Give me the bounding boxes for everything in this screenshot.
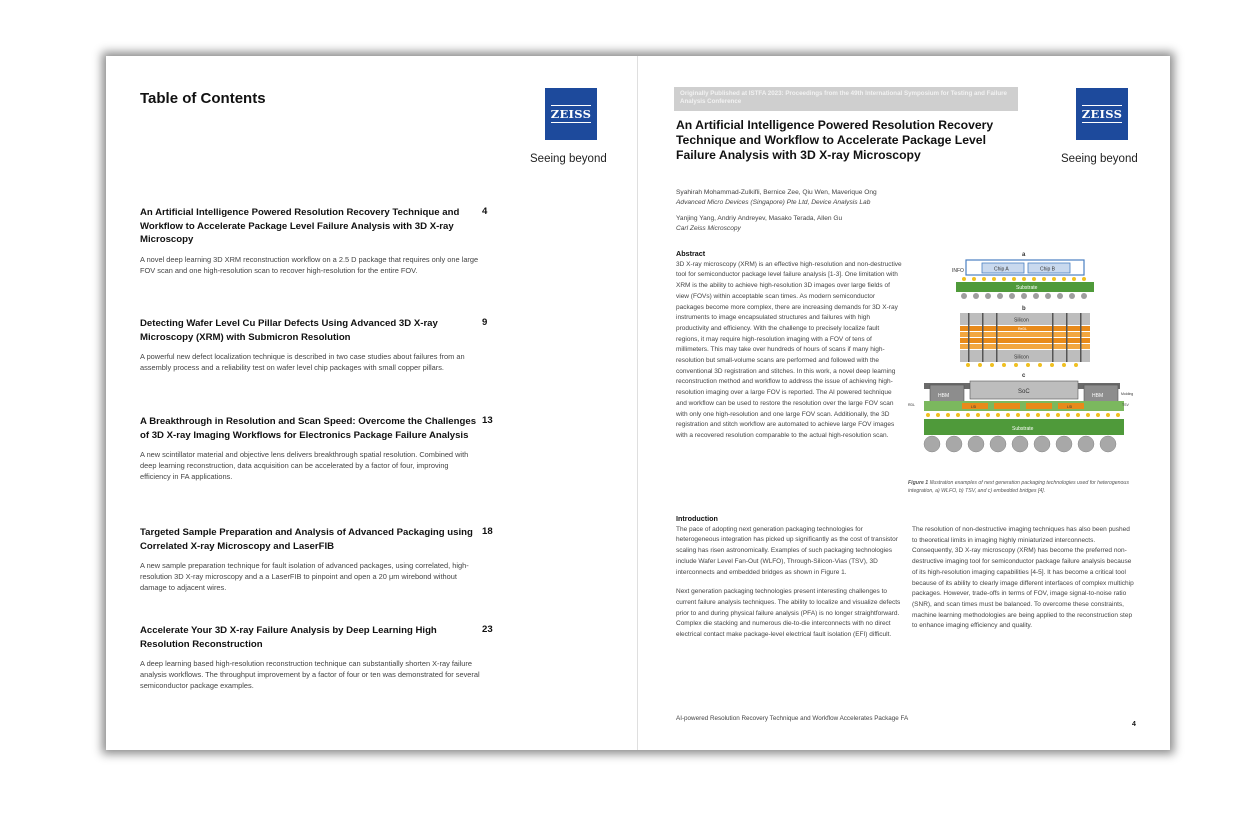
toc-entry[interactable] (140, 206, 488, 276)
zeiss-logo (1076, 88, 1128, 140)
introduction-paragraph: Next generation packaging technologies present interesting challenges to current failure analysis techniques. The ability to localize and visualize defects prior to and during physical failure analysis (PFA) is no longer straightforward. Complex die stacking and numerous die-to-die interconnects with no direct electrical contact make package-level electrical fault isolation (EFI) difficult. (676, 588, 901, 639)
balls-a (961, 293, 1087, 299)
label-info: INFO (952, 268, 964, 274)
introduction-heading: Introduction (676, 514, 718, 523)
balls-c (924, 436, 1116, 452)
logo-text: ZEISS (550, 107, 592, 121)
figure-caption (908, 480, 1132, 495)
right-column-text (912, 525, 1134, 641)
toc-entry-description: A new scintillator material and objective lens delivers breakthrough spatial resolution. Combined with deep learning reconstruction, data acquisition can be accelerated by a factor of four, improving efficiency in FA applications. (140, 450, 469, 482)
svg-text:HBM: HBM (938, 393, 950, 399)
svg-text:Molding: Molding (1121, 392, 1134, 396)
authors-amd (676, 188, 976, 208)
toc-entry[interactable] (140, 624, 493, 692)
toc-entry-description: A deep learning based high-resolution reconstruction technique can substantially shorten X-ray failure analysis workflows. The throughput improvement by a factor of four or ten was demonstrated for several semiconductor package examples. (140, 659, 480, 691)
label-a: a (1022, 252, 1026, 258)
brand-tagline: Seeing beyond (1061, 153, 1138, 165)
article-page (638, 56, 1170, 750)
author-affiliation: Advanced Micro Devices (Singapore) Pte Ltd, Device Analysis Lab (676, 199, 871, 206)
molding-layer (924, 401, 1124, 411)
abstract-text: 3D X-ray microscopy (XRM) is an effective high-resolution and non-destructive tool for semiconductor package level failure analysis [1-3]. One limitation with XRM is the ability to achieve high-resolution 3D images over large fields of view (FOVs) within acceptable scan times. As modern semiconductor packages become more complex, there are increasing demands for 3D X-ray instruments to image encapsulated structures and failures with high productivity and efficiency. With the challenge to precisely localize fault regions, it may require high-resolution imaging with a FOV of tens of millimeters. This may take over hundreds of hours of scans if many high-resolution but small-volume scans are performed and followed with the conventional 3D registration and stitches. In this work, a novel deep learning reconstruction method and workflow to address the issue of achieving high-resolution imaging over a large FOV is reported. The AI powered technique and workflow can be used to restore the resolution over the large FOV scan with only one high-resolution and one large FOV scan. Additionally, the 3D registration and stitch workflow are automated to achieve large FOV images with a recovered resolution comparable to the actual high-resolution scan. (676, 260, 902, 439)
svg-text:Substrate: Substrate (1012, 426, 1034, 432)
page-number: 4 (1132, 721, 1136, 728)
svg-text:TSV: TSV (1122, 403, 1129, 407)
toc-entry-page: 9 (482, 317, 488, 328)
toc-entry-page: 23 (482, 624, 493, 635)
svg-text:Chip A: Chip A (994, 266, 1009, 273)
svg-text:Silicon: Silicon (1014, 317, 1029, 324)
introduction-section (676, 514, 902, 650)
svg-text:b: b (1022, 306, 1026, 312)
svg-text:Substrate: Substrate (1016, 285, 1038, 291)
magazine-spread (106, 56, 1170, 750)
packaging-illustration (908, 249, 1132, 481)
toc-entry[interactable] (140, 317, 488, 373)
svg-text:RDL: RDL (908, 403, 916, 407)
brand-tagline: Seeing beyond (530, 153, 607, 165)
toc-entry-description: A new sample preparation technique for fault isolation of advanced packages, using correlated, high-resolution 3D X-ray microscopy and a a LaserFIB to pinpoint and open a 20 μm wirebond without damage to adjacent wires. (140, 561, 469, 593)
svg-text:LSI: LSI (1067, 405, 1073, 409)
toc-entry-page: 18 (482, 526, 493, 537)
svg-text:c: c (1022, 373, 1026, 379)
logo-text: ZEISS (1081, 107, 1123, 121)
table-of-contents-page (106, 56, 637, 750)
figure-caption-text: Illustration examples of next generation packaging technologies used for heterogenous integration, a) WLFO, b) TSV, and c) embedded bridges [4]. (908, 480, 1129, 494)
svg-text:Silicon: Silicon (1014, 354, 1029, 361)
zeiss-logo (545, 88, 597, 140)
svg-text:SoC: SoC (1018, 389, 1030, 395)
toc-entry-title[interactable]: Accelerate Your 3D X-ray Failure Analysis by Deep Learning High Resolution Reconstruction (140, 625, 437, 650)
abstract-section (676, 249, 902, 451)
abstract-heading: Abstract (676, 249, 706, 258)
author-list: Syahirah Mohammad-Zulkifli, Bernice Zee, Qiu Wen, Maverique Ong (676, 189, 877, 196)
toc-entry-title[interactable]: A Breakthrough in Resolution and Scan Speed: Overcome the Challenges of 3D X-ray Imaging Workflows for Electronics Package Failure Analysis (140, 416, 477, 441)
running-footer: AI-powered Resolution Recovery Technique and Workflow Accelerates Package FA (676, 715, 909, 722)
toc-entry-title[interactable]: Detecting Wafer Level Cu Pillar Defects Using Advanced 3D X-ray Microscopy (XRM) with Submicron Resolution (140, 318, 438, 343)
authors-zeiss (676, 214, 976, 234)
toc-entry[interactable] (140, 415, 493, 483)
toc-entry[interactable] (140, 526, 493, 594)
toc-entry-page: 13 (482, 415, 493, 426)
figure-1 (908, 249, 1132, 491)
toc-title: Table of Contents (140, 90, 266, 107)
toc-entry-description: A novel deep learning 3D XRM reconstruction workflow on a 2.5 D package that requires only one large FOV scan and one high-resolution scan to recover high-resolution for the entire FOV. (140, 254, 479, 275)
svg-text:Chip B: Chip B (1040, 266, 1056, 273)
originally-published-banner: Originally Published at ISTFA 2023: Proceedings from the 49th International Symposium for Testing and Failure Analysis Conference (674, 87, 1018, 111)
author-list: Yanjing Yang, Andriy Andreyev, Masako Terada, Allen Gu (676, 215, 843, 222)
body-paragraph: The resolution of non-destructive imaging techniques has also been pushed to theoretical limits in imaging highly miniaturized interconnects. Consequently, 3D X-ray microscopy (XRM) has become the preferred non-destructive imaging tool for semiconductor package failure analysis because of its high-resolution imaging capabilities [4-5]. It has become a critical tool because of its ability to clearly image different interfaces of complex multichip packages. However, trade-offs in terms of FOV, image signal-to-noise ratio (SNR), and scan times must be balanced. To overcome these constraints, machine learning methodologies are being applied to the reconstruction step to enhance imaging efficiency and quality. (912, 526, 1134, 630)
toc-entry-title[interactable]: An Artificial Intelligence Powered Resolution Recovery Technique and Workflow to Accelerate Package Level Failure Analysis with 3D X-ray Microscopy (140, 207, 460, 245)
toc-entry-title[interactable]: Targeted Sample Preparation and Analysis of Advanced Packaging using Correlated X-ray Microscopy and LaserFIB (140, 527, 473, 552)
toc-entry-description: A powerful new defect localization technique is described in two case studies about failures from an assembly process and a reliability test on wafer level chip packages with small copper pillars. (140, 352, 465, 373)
svg-text:HBM: HBM (1092, 393, 1104, 399)
author-affiliation: Carl Zeiss Microscopy (676, 225, 741, 232)
toc-entry-page: 4 (482, 206, 488, 217)
article-title: An Artificial Intelligence Powered Resolution Recovery Technique and Workflow to Accelerate Package Level Failure Analysis with 3D X-ray Microscopy (676, 118, 994, 163)
svg-text:ReDL: ReDL (1018, 327, 1027, 331)
figure-caption-label: Figure 1 (908, 480, 929, 486)
svg-text:LSI: LSI (971, 405, 977, 409)
introduction-paragraph: The pace of adopting next generation packaging technologies for heterogeneous integration has picked up significantly as the cost of transistor scaling has risen astronomically. Examples of such packaging technologies include Wafer Level Fan-Out (WLFO), Through-Silicon-Vias (TSV), 3D interconnects and embedded bridges as shown in Figure 1. (676, 525, 898, 576)
bumps-a (962, 277, 1086, 281)
